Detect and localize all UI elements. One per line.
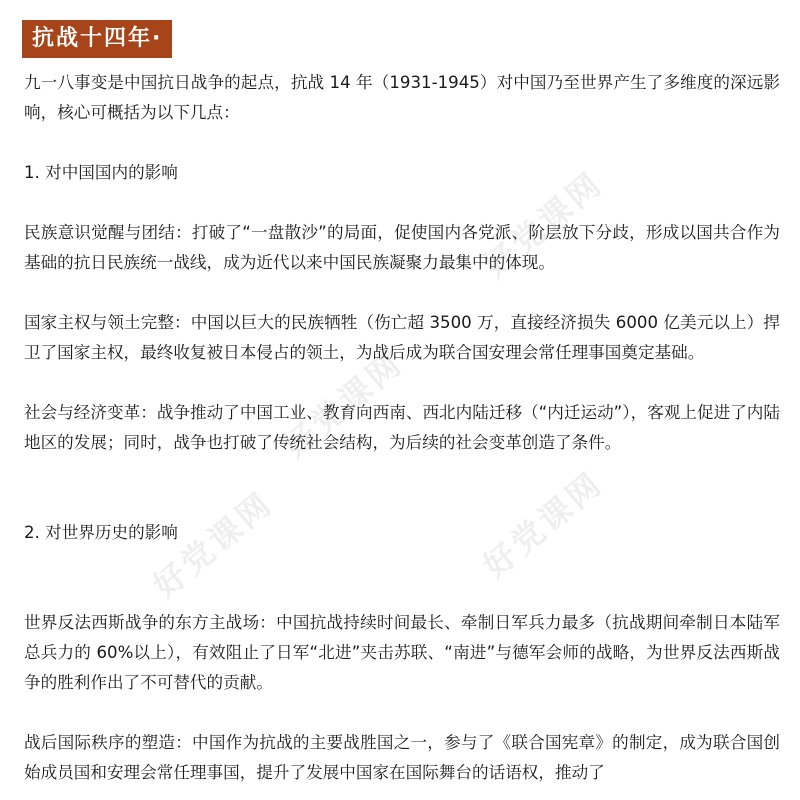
section-heading-world: 2. 对世界历史的影响 [24, 523, 178, 542]
watermark: 好党课网 [475, 163, 611, 286]
watermark: 好党课网 [145, 483, 281, 606]
paragraph-postwar-order: 战后国际秩序的塑造：中国作为抗战的主要战胜国之一，参与了《联合国宪章》的制定，成为联合国创始成员国和安理会常任理事国，提升了发展中国家在国际舞台的话语权，推动了 [24, 733, 780, 782]
paragraph-national-awakening: 民族意识觉醒与团结：打破了“一盘散沙”的局面，促使国内各党派、阶层放下分歧，形成以国共合作为基础的抗日民族统一战线，成为近代以来中国民族凝聚力最集中的体现。 [24, 223, 780, 272]
section-heading-domestic: 1. 对中国国内的影响 [24, 163, 178, 182]
document-body [24, 68, 780, 788]
watermark: 好党课网 [275, 343, 411, 466]
section-title-badge: 抗战十四年· [22, 20, 172, 58]
paragraph-eastern-battlefield: 世界反法西斯战争的东方主战场：中国抗战持续时间最长、牵制日军兵力最多（抗战期间牵制日本陆军总兵力的 60%以上），有效阻止了日军“北进”夹击苏联、“南进”与德军会师的战略，为世界反法西斯战争的胜利作出了不可替代的贡献。 [24, 613, 780, 692]
paragraph-sovereignty: 国家主权与领土完整：中国以巨大的民族牺牲（伤亡超 3500 万，直接经济损失 6000 亿美元以上）捍卫了国家主权，最终收复被日本侵占的领土，为战后成为联合国安理会常任理事国奠定基础。 [24, 313, 780, 362]
watermark: 好党课网 [475, 463, 611, 586]
paragraph-social-economic: 社会与经济变革：战争推动了中国工业、教育向西南、西北内陆迁移（“内迁运动”），客观上促进了内陆地区的发展；同时，战争也打破了传统社会结构，为后续的社会变革创造了条件。 [24, 403, 780, 452]
intro-paragraph: 九一八事变是中国抗日战争的起点，抗战 14 年（1931-1945）对中国乃至世界产生了多维度的深远影响，核心可概括为以下几点： [24, 73, 780, 122]
